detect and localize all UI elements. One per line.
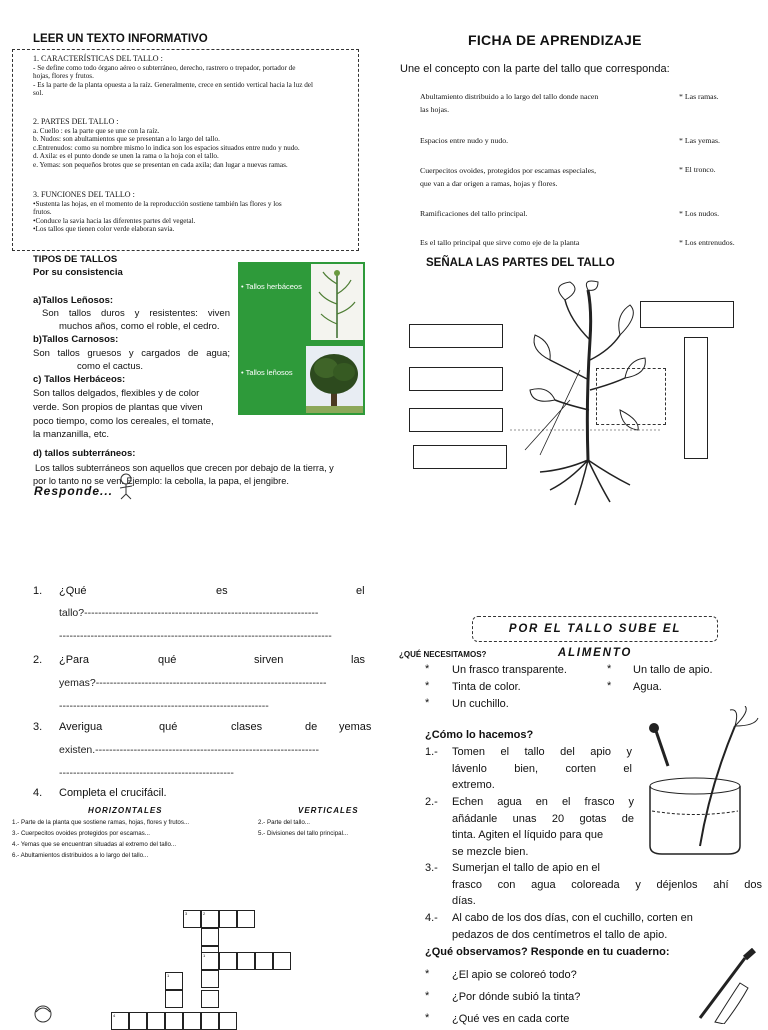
knife-celery-icon — [690, 948, 760, 1029]
info-s2-title: 2. PARTES DEL TALLO : — [33, 117, 119, 126]
info-s3-l1: •Sustenta las hojas, en el momento de la reproducción sostiene también las flores y los — [33, 199, 282, 208]
tipos-a-l2: muchos años, como el roble, el cedro. — [59, 321, 220, 332]
cw-cell-number: 2 — [203, 911, 206, 916]
match-right-3[interactable]: * El tronco. — [679, 165, 716, 174]
senala-title: SEÑALA LAS PARTES DEL TALLO — [426, 257, 615, 269]
q2-word-4: las — [351, 654, 366, 666]
info-s1-l3: - Es la parte de la planta opuesta a la raíz. Generalmente, crece en sentido vertical hacia la luz del — [33, 80, 313, 89]
material-2: Un tallo de apio. — [633, 664, 713, 676]
material-5: Un cuchillo. — [452, 698, 509, 710]
bullet-star: * — [425, 990, 430, 1002]
q1-number: 1. — [33, 585, 43, 597]
q2-number: 2. — [33, 654, 43, 666]
match-left-4[interactable]: Ramificaciones del tallo principal. — [420, 209, 528, 218]
cw-v-clue-1: 2.- Parte del tallo... — [258, 819, 310, 826]
herb-icon — [311, 264, 363, 340]
info-s3-l4: •Los tallos que tienen color verde elaboran savia. — [33, 225, 175, 234]
q3-word-5: yemas — [339, 721, 372, 733]
q2-word-3: sirven — [254, 654, 284, 666]
q4-text: Completa el crucifácil. — [59, 787, 167, 799]
observe-3: ¿Qué ves en cada corte — [452, 1013, 570, 1025]
cw-h-clue-4: 6.- Abultamientos distribuidos a lo largo del tallo... — [12, 852, 149, 859]
tipos-title: TIPOS DE TALLOS — [33, 254, 118, 265]
info-s3-l2: frutos. — [33, 208, 52, 217]
celery-jar-icon — [640, 706, 760, 861]
observe-1: ¿El apio se coloreó todo? — [452, 969, 577, 981]
como-heading: ¿Cómo lo hacemos? — [425, 729, 534, 741]
step-1-l1: Tomen el tallo del apio y — [452, 746, 632, 758]
cw-cell[interactable] — [201, 970, 219, 988]
bullet-star: * — [425, 1012, 430, 1024]
q1-answer-line-1[interactable]: tallo?------------------------------------------------------------------- — [59, 607, 319, 619]
tipos-b-l1: Son tallos gruesos y cargados de agua; — [33, 348, 230, 359]
left-title: LEER UN TEXTO INFORMATIVO — [33, 33, 208, 45]
cw-cell[interactable] — [237, 910, 255, 928]
info-s3-title: 3. FUNCIONES DEL TALLO : — [33, 190, 135, 199]
q2-word-2: qué — [158, 654, 177, 666]
cw-cell-number: 1 — [203, 953, 206, 958]
cw-cell[interactable] — [201, 952, 219, 970]
tipos-d-l2: por lo tanto no se ven. Ejemplo: la cebolla, la papa, el jengibre. — [33, 476, 289, 486]
material-4: Agua. — [633, 681, 662, 693]
dashed-highlight — [596, 368, 666, 425]
step-4 — [452, 910, 764, 943]
cw-cell[interactable] — [201, 910, 219, 928]
tree-icon — [306, 346, 363, 413]
q3-word-2: qué — [159, 721, 178, 733]
q3-word-3: clases — [231, 721, 263, 733]
q3-answer-line-2[interactable]: -------------------------------------------------- — [59, 767, 234, 779]
cw-h-clue-1: 1.- Parte de la planta que sostiene ramas, hojas, flores y frutos... — [12, 819, 190, 826]
tipos-b-l2: como el cactus. — [77, 361, 143, 372]
cw-h-clue-3: 4.- Yemas que se encuentran situadas al extremo del tallo... — [12, 841, 177, 848]
tallos-picture — [238, 262, 365, 415]
cw-verticales-title: VERTICALES — [298, 806, 359, 815]
info-s2-l5: e. Yemas: son pequeños brotes que se presentan en cada axila; dan lugar a nuevas ramas. — [33, 160, 288, 169]
q1-word-3: el — [356, 585, 365, 597]
alimento-title: POR EL TALLO SUBE EL ALIMENTO — [472, 616, 718, 642]
info-section-3 — [33, 191, 351, 234]
observe-2: ¿Por dónde subió la tinta? — [452, 991, 581, 1003]
observamos-heading: ¿Qué observamos? Responde en tu cuaderno: — [425, 946, 670, 958]
match-left-1-l2: las hojas. — [420, 105, 450, 114]
q3-word-1: Averigua — [59, 721, 103, 733]
bullet-star: * — [607, 680, 612, 692]
step-1-l2: lávenlo bien, corten el — [452, 762, 632, 775]
info-s1-l1: - Se define como todo órgano aéreo o subterráneo, derecho, rastrero o trepador, portador de — [33, 63, 296, 72]
cw-cell[interactable] — [219, 952, 237, 970]
cw-cell[interactable] — [165, 990, 183, 1008]
q1-answer-line-2[interactable]: ------------------------------------------------------------------------------ — [59, 630, 332, 642]
tipos-c-title: c) Tallos Herbáceos: — [33, 374, 126, 385]
q3-word-4: de — [305, 721, 318, 733]
cw-cell[interactable] — [183, 1012, 201, 1030]
q1-word-1: ¿Qué — [59, 585, 87, 597]
cw-cell[interactable] — [183, 910, 201, 928]
child-figure-icon — [112, 472, 140, 505]
cw-cell-number: 1 — [167, 973, 170, 978]
step-2-l2: añádanle unas 20 gotas de — [452, 812, 634, 825]
tipos-b-title: b)Tallos Carnosos: — [33, 334, 119, 345]
step-4-l2: pedazos de dos centímetros el tallo de apio. — [452, 928, 668, 941]
q2-answer-line-1[interactable]: yemas?------------------------------------------------------------------ — [59, 677, 327, 689]
step-3-l3: días. — [452, 895, 476, 908]
bullet-star: * — [425, 968, 430, 980]
tipos-a-title: a)Tallos Leñosos: — [33, 295, 114, 306]
info-s1-l2: hojas, flores y frutos. — [33, 72, 94, 81]
bullet-star: * — [425, 663, 430, 675]
tipos-c-l2: verde. Son propios de plantas que viven — [33, 402, 203, 413]
material-3: Tinta de color. — [452, 681, 521, 693]
step-1 — [452, 744, 632, 794]
match-left-3[interactable] — [420, 164, 670, 190]
cw-cell-number: 3 — [185, 911, 188, 916]
cw-cell[interactable] — [201, 928, 219, 946]
plant-label-box-5[interactable] — [409, 408, 503, 432]
bullet-star: * — [425, 680, 430, 692]
tipos-c-l4: la manzanilla, etc. — [33, 429, 110, 440]
info-s1-title: 1. CARACTERÍSTICAS DEL TALLO : — [33, 54, 163, 63]
plant-label-box-3[interactable] — [409, 367, 503, 391]
que-necesitamos: ¿QUÉ NECESITAMOS? — [399, 650, 487, 659]
match-left-2[interactable]: Espacios entre nudo y nudo. — [420, 136, 509, 145]
bullet-star: * — [425, 697, 430, 709]
cw-cell[interactable] — [129, 1012, 147, 1030]
step-2-l1: Echen agua en el frasco y — [452, 796, 634, 808]
match-right-2[interactable]: * Las yemas. — [679, 136, 720, 145]
plant-label-box-2[interactable] — [640, 301, 734, 328]
step-4-l1: Al cabo de los dos días, con el cuchillo, corten en — [452, 912, 693, 924]
bullet-star: * — [607, 663, 612, 675]
cw-cell[interactable] — [201, 990, 219, 1008]
match-left-3-l2: que van a dar origen a ramas, hojas y flores. — [420, 179, 558, 188]
q3-number: 3. — [33, 721, 43, 733]
cw-cell[interactable] — [165, 972, 183, 990]
match-left-1[interactable] — [420, 90, 670, 116]
tipos-d-l1: Los tallos subterráneos son aquellos que crecen por debajo de la tierra, y — [35, 463, 334, 473]
step-3 — [452, 860, 764, 910]
step-2-l4: se mezcle bien. — [452, 845, 529, 858]
q2-word-1: ¿Para — [59, 654, 89, 666]
info-s2-l3: c.Entrenudos: como su nombre mismo lo indica son los espacios situados entre nudo y nudo. — [33, 143, 300, 152]
cw-cell[interactable] — [219, 910, 237, 928]
match-left-3-l1: Cuerpecitos ovoides, protegidos por escamas especiales, — [420, 166, 597, 175]
pic1-label: • Tallos herbáceos — [241, 282, 302, 291]
q1-word-2: es — [216, 585, 228, 597]
info-s2-l2: b. Nudos: son abultamientos que se presentan a lo largo del tallo. — [33, 135, 220, 144]
info-s1-l4: sol. — [33, 89, 44, 98]
material-1: Un frasco transparente. — [452, 664, 567, 676]
tipos-d-title: d) tallos subterráneos: — [33, 448, 136, 459]
match-right-1[interactable]: * Las ramas. — [679, 92, 719, 101]
info-section-2 — [33, 118, 351, 170]
cw-cell[interactable] — [147, 1012, 165, 1030]
match-right-5[interactable]: * Los entrenudos. — [679, 238, 735, 247]
tipos-c-l1: Son tallos delgados, flexibles y de color — [33, 388, 200, 399]
cw-cell-number: 4 — [113, 1013, 116, 1018]
ficha-title: FICHA DE APRENDIZAJE — [468, 32, 642, 48]
match-left-1-l1: Abultamiento distribuido a lo largo del tallo donde nacen — [420, 92, 599, 101]
ficha-instruction: Une el concepto con la parte del tallo que corresponda: — [400, 63, 670, 75]
plant-label-box-6[interactable] — [413, 445, 507, 469]
cw-cell[interactable] — [111, 1012, 129, 1030]
cw-cell[interactable] — [237, 952, 255, 970]
cw-cell[interactable] — [165, 1012, 183, 1030]
cw-cell[interactable] — [219, 1012, 237, 1030]
cw-v-clue-2: 5.- Divisiones del tallo principal... — [258, 830, 349, 837]
step-3-l1: Sumerjan el tallo de apio en el — [452, 862, 600, 874]
plant-label-box-1[interactable] — [409, 324, 503, 348]
cw-cell[interactable] — [273, 952, 291, 970]
q3-answer-line-1[interactable]: existen.---------------------------------------------------------------- — [59, 744, 319, 756]
tipos-a-l1: Son tallos duros y resistentes: viven — [42, 308, 230, 319]
child-figure-icon — [28, 1004, 58, 1029]
cw-horizontales-title: HORIZONTALES — [88, 806, 163, 815]
cw-cell[interactable] — [201, 1012, 219, 1030]
responde-heading: Responde... — [34, 484, 114, 498]
step-1-number: 1.- — [425, 746, 438, 758]
tipos-c-l3: poco tiempo, como los cereales, el tomate, — [33, 416, 214, 427]
match-left-5[interactable]: Es el tallo principal que sirve como eje de la planta — [420, 238, 580, 247]
step-2 — [452, 794, 634, 860]
info-s2-l4: d. Axila: es el punto donde se unen la rama o la hoja con el tallo. — [33, 152, 219, 161]
q4-number: 4. — [33, 787, 43, 799]
info-section-1 — [33, 55, 351, 98]
info-s2-l1: a. Cuello : es la parte que se une con la raíz. — [33, 126, 160, 135]
step-1-l3: extremo. — [452, 779, 495, 792]
q2-answer-line-2[interactable]: ------------------------------------------------------------ — [59, 700, 269, 712]
info-s3-l3: •Conduce la savia hacia las diferentes partes del vegetal. — [33, 216, 196, 225]
step-2-number: 2.- — [425, 796, 438, 808]
tipos-subtitle: Por su consistencia — [33, 267, 123, 278]
step-2-l3: tinta. Agiten el líquido para que — [452, 829, 604, 842]
cw-h-clue-2: 3.- Cuerpecitos ovoides protegidos por escamas... — [12, 830, 150, 837]
pic2-label: • Tallos leñosos — [241, 368, 293, 377]
step-3-l2: frasco con agua coloreada y déjenlos ahí dos — [452, 878, 762, 891]
step-4-number: 4.- — [425, 912, 438, 924]
plant-label-box-4[interactable] — [684, 337, 708, 459]
cw-cell[interactable] — [255, 952, 273, 970]
step-3-number: 3.- — [425, 862, 438, 874]
match-right-4[interactable]: * Los nudos. — [679, 209, 720, 218]
